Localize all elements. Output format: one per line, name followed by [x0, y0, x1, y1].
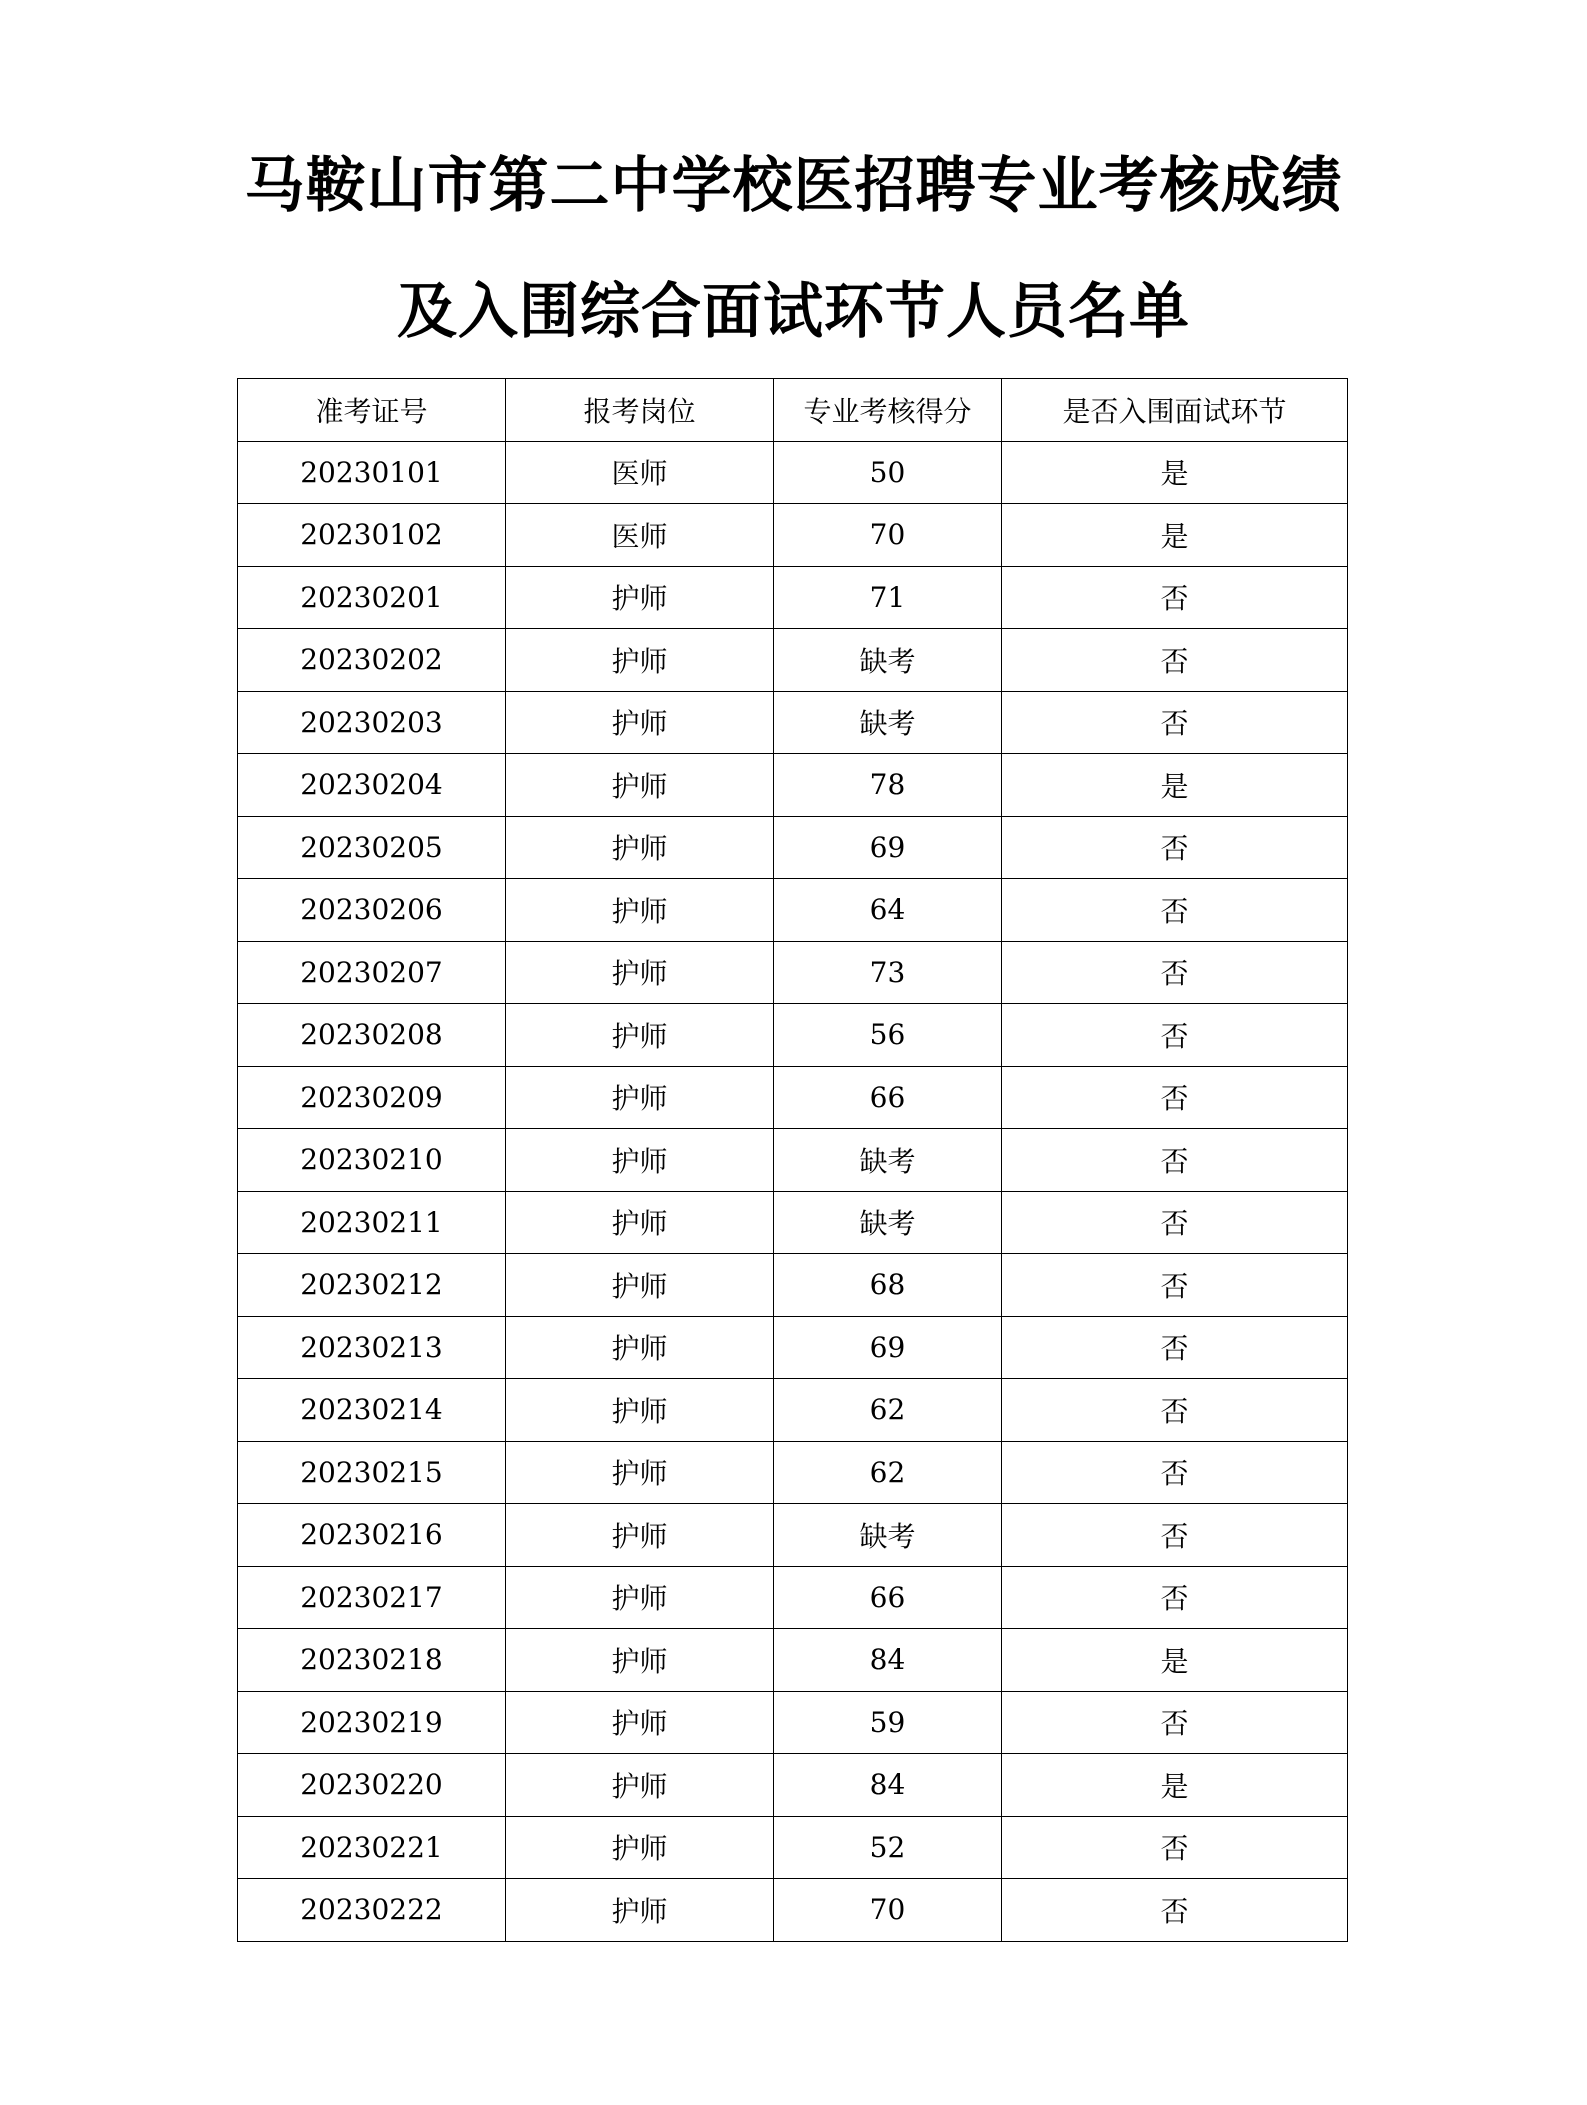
- table-row: [238, 1879, 1348, 1942]
- cell-exam-id: 20230211: [238, 1191, 506, 1254]
- cell-shortlisted: 否: [1002, 1879, 1348, 1942]
- cell-score: 84: [774, 1754, 1002, 1817]
- results-table: [237, 378, 1348, 1942]
- cell-exam-id: 20230204: [238, 754, 506, 817]
- cell-score: 70: [774, 1879, 1002, 1942]
- cell-score: 84: [774, 1629, 1002, 1692]
- cell-exam-id: 20230203: [238, 691, 506, 754]
- table-row: [238, 1816, 1348, 1879]
- header-position: 报考岗位: [506, 379, 774, 442]
- cell-score: 69: [774, 816, 1002, 879]
- cell-position: 护师: [506, 1629, 774, 1692]
- cell-shortlisted: 否: [1002, 1066, 1348, 1129]
- cell-position: 护师: [506, 816, 774, 879]
- cell-exam-id: 20230217: [238, 1566, 506, 1629]
- cell-score: 68: [774, 1254, 1002, 1317]
- cell-exam-id: 20230216: [238, 1504, 506, 1567]
- table-row: [238, 941, 1348, 1004]
- cell-position: 护师: [506, 1566, 774, 1629]
- cell-shortlisted: 否: [1002, 1566, 1348, 1629]
- table-row: [238, 1004, 1348, 1067]
- table-body: [238, 441, 1348, 1941]
- cell-exam-id: 20230212: [238, 1254, 506, 1317]
- cell-position: 护师: [506, 1754, 774, 1817]
- cell-shortlisted: 是: [1002, 504, 1348, 567]
- cell-exam-id: 20230202: [238, 629, 506, 692]
- cell-exam-id: 20230220: [238, 1754, 506, 1817]
- table-row: [238, 1129, 1348, 1192]
- table-row: [238, 879, 1348, 942]
- cell-shortlisted: 否: [1002, 1004, 1348, 1067]
- cell-position: 护师: [506, 1254, 774, 1317]
- cell-position: 护师: [506, 1129, 774, 1192]
- cell-position: 护师: [506, 1316, 774, 1379]
- cell-exam-id: 20230214: [238, 1379, 506, 1442]
- cell-exam-id: 20230209: [238, 1066, 506, 1129]
- cell-shortlisted: 否: [1002, 879, 1348, 942]
- cell-shortlisted: 否: [1002, 1816, 1348, 1879]
- cell-position: 护师: [506, 566, 774, 629]
- table-row: [238, 566, 1348, 629]
- cell-score: 62: [774, 1379, 1002, 1442]
- cell-position: 护师: [506, 1691, 774, 1754]
- cell-exam-id: 20230207: [238, 941, 506, 1004]
- cell-shortlisted: 否: [1002, 1191, 1348, 1254]
- table-row: [238, 1629, 1348, 1692]
- cell-score: 70: [774, 504, 1002, 567]
- cell-score: 64: [774, 879, 1002, 942]
- cell-shortlisted: 否: [1002, 566, 1348, 629]
- cell-score: 66: [774, 1066, 1002, 1129]
- cell-shortlisted: 是: [1002, 1754, 1348, 1817]
- cell-position: 医师: [506, 504, 774, 567]
- cell-score: 缺考: [774, 629, 1002, 692]
- cell-position: 护师: [506, 879, 774, 942]
- cell-shortlisted: 否: [1002, 629, 1348, 692]
- cell-shortlisted: 是: [1002, 441, 1348, 504]
- table-row: [238, 754, 1348, 817]
- cell-exam-id: 20230221: [238, 1816, 506, 1879]
- cell-exam-id: 20230218: [238, 1629, 506, 1692]
- cell-shortlisted: 否: [1002, 691, 1348, 754]
- cell-score: 缺考: [774, 1129, 1002, 1192]
- table-row: [238, 1754, 1348, 1817]
- table-row: [238, 1316, 1348, 1379]
- table-row: [238, 1254, 1348, 1317]
- cell-position: 护师: [506, 1441, 774, 1504]
- table-row: [238, 1066, 1348, 1129]
- cell-shortlisted: 否: [1002, 816, 1348, 879]
- cell-exam-id: 20230213: [238, 1316, 506, 1379]
- cell-shortlisted: 否: [1002, 1504, 1348, 1567]
- cell-score: 69: [774, 1316, 1002, 1379]
- cell-position: 护师: [506, 1066, 774, 1129]
- cell-shortlisted: 否: [1002, 1441, 1348, 1504]
- cell-score: 52: [774, 1816, 1002, 1879]
- cell-score: 71: [774, 566, 1002, 629]
- cell-exam-id: 20230208: [238, 1004, 506, 1067]
- cell-position: 护师: [506, 1379, 774, 1442]
- cell-shortlisted: 否: [1002, 1691, 1348, 1754]
- cell-shortlisted: 是: [1002, 754, 1348, 817]
- table-row: [238, 1441, 1348, 1504]
- table-row: [238, 1504, 1348, 1567]
- cell-score: 缺考: [774, 1504, 1002, 1567]
- cell-shortlisted: 否: [1002, 941, 1348, 1004]
- cell-position: 护师: [506, 1004, 774, 1067]
- cell-position: 护师: [506, 629, 774, 692]
- header-shortlisted: 是否入围面试环节: [1002, 379, 1348, 442]
- cell-position: 医师: [506, 441, 774, 504]
- table-row: [238, 1691, 1348, 1754]
- cell-exam-id: 20230206: [238, 879, 506, 942]
- cell-position: 护师: [506, 1191, 774, 1254]
- cell-score: 缺考: [774, 691, 1002, 754]
- cell-exam-id: 20230205: [238, 816, 506, 879]
- cell-score: 56: [774, 1004, 1002, 1067]
- cell-score: 50: [774, 441, 1002, 504]
- header-exam-id: 准考证号: [238, 379, 506, 442]
- cell-exam-id: 20230101: [238, 441, 506, 504]
- cell-exam-id: 20230102: [238, 504, 506, 567]
- table-row: [238, 1379, 1348, 1442]
- table-row: [238, 504, 1348, 567]
- cell-position: 护师: [506, 754, 774, 817]
- document-title-line-2: 及入围综合面试环节人员名单: [397, 277, 1190, 347]
- table-header-row: [238, 379, 1348, 442]
- cell-shortlisted: 否: [1002, 1316, 1348, 1379]
- cell-exam-id: 20230215: [238, 1441, 506, 1504]
- table-row: [238, 629, 1348, 692]
- cell-exam-id: 20230210: [238, 1129, 506, 1192]
- table-row: [238, 1191, 1348, 1254]
- cell-position: 护师: [506, 1504, 774, 1567]
- cell-score: 73: [774, 941, 1002, 1004]
- cell-shortlisted: 否: [1002, 1254, 1348, 1317]
- cell-exam-id: 20230201: [238, 566, 506, 629]
- cell-score: 62: [774, 1441, 1002, 1504]
- cell-position: 护师: [506, 1816, 774, 1879]
- header-score: 专业考核得分: [774, 379, 1002, 442]
- cell-shortlisted: 是: [1002, 1629, 1348, 1692]
- cell-position: 护师: [506, 691, 774, 754]
- cell-shortlisted: 否: [1002, 1379, 1348, 1442]
- cell-exam-id: 20230222: [238, 1879, 506, 1942]
- table-row: [238, 816, 1348, 879]
- cell-exam-id: 20230219: [238, 1691, 506, 1754]
- cell-shortlisted: 否: [1002, 1129, 1348, 1192]
- table-row: [238, 1566, 1348, 1629]
- cell-position: 护师: [506, 1879, 774, 1942]
- document-title-line-1: 马鞍山市第二中学校医招聘专业考核成绩: [244, 151, 1343, 221]
- cell-score: 缺考: [774, 1191, 1002, 1254]
- table-row: [238, 441, 1348, 504]
- cell-score: 66: [774, 1566, 1002, 1629]
- cell-score: 78: [774, 754, 1002, 817]
- table-row: [238, 691, 1348, 754]
- cell-score: 59: [774, 1691, 1002, 1754]
- cell-position: 护师: [506, 941, 774, 1004]
